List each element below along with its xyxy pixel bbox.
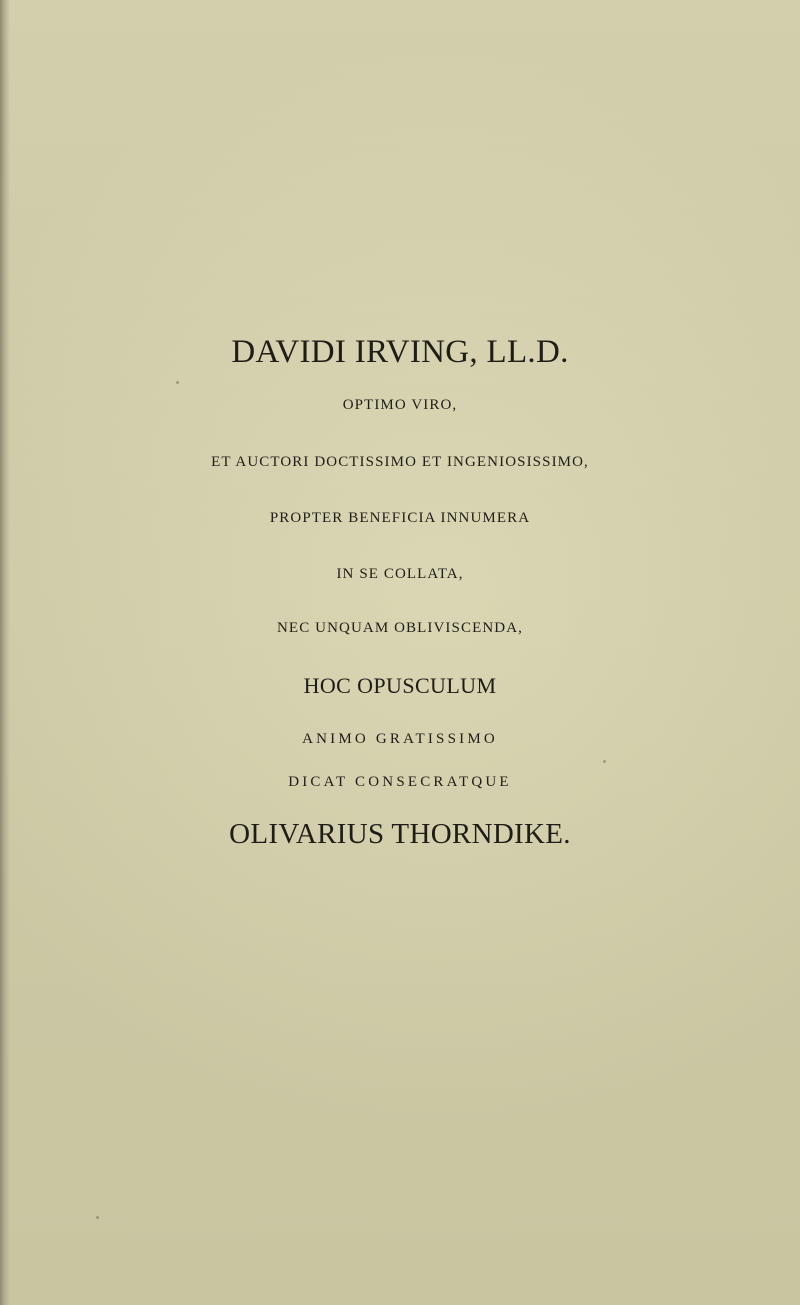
dedication-line-1: OPTIMO VIRO,	[342, 397, 458, 413]
dedication-line-4: IN SE COLLATA,	[336, 566, 464, 582]
binding-edge	[0, 0, 10, 1305]
paper-speck	[176, 381, 179, 384]
author-name: OLIVARIUS THORNDIKE.	[229, 818, 571, 850]
paper-speck	[603, 760, 606, 763]
dedication-line-3: PROPTER BENEFICIA INNUMERA	[269, 510, 531, 526]
dedication-line-2: ET AUCTORI DOCTISSIMO ET INGENIOSISSIMO,	[211, 454, 589, 470]
work-title: HOC OPUSCULUM	[303, 673, 497, 698]
closing-line-2: DICAT CONSECRATQUE	[288, 774, 512, 790]
dedication-title: DAVIDI IRVING, LL.D.	[231, 334, 569, 370]
paper-speck	[96, 1216, 99, 1219]
dedication-line-5: NEC UNQUAM OBLIVISCENDA,	[277, 620, 523, 636]
closing-line-1: ANIMO GRATISSIMO	[302, 731, 498, 747]
